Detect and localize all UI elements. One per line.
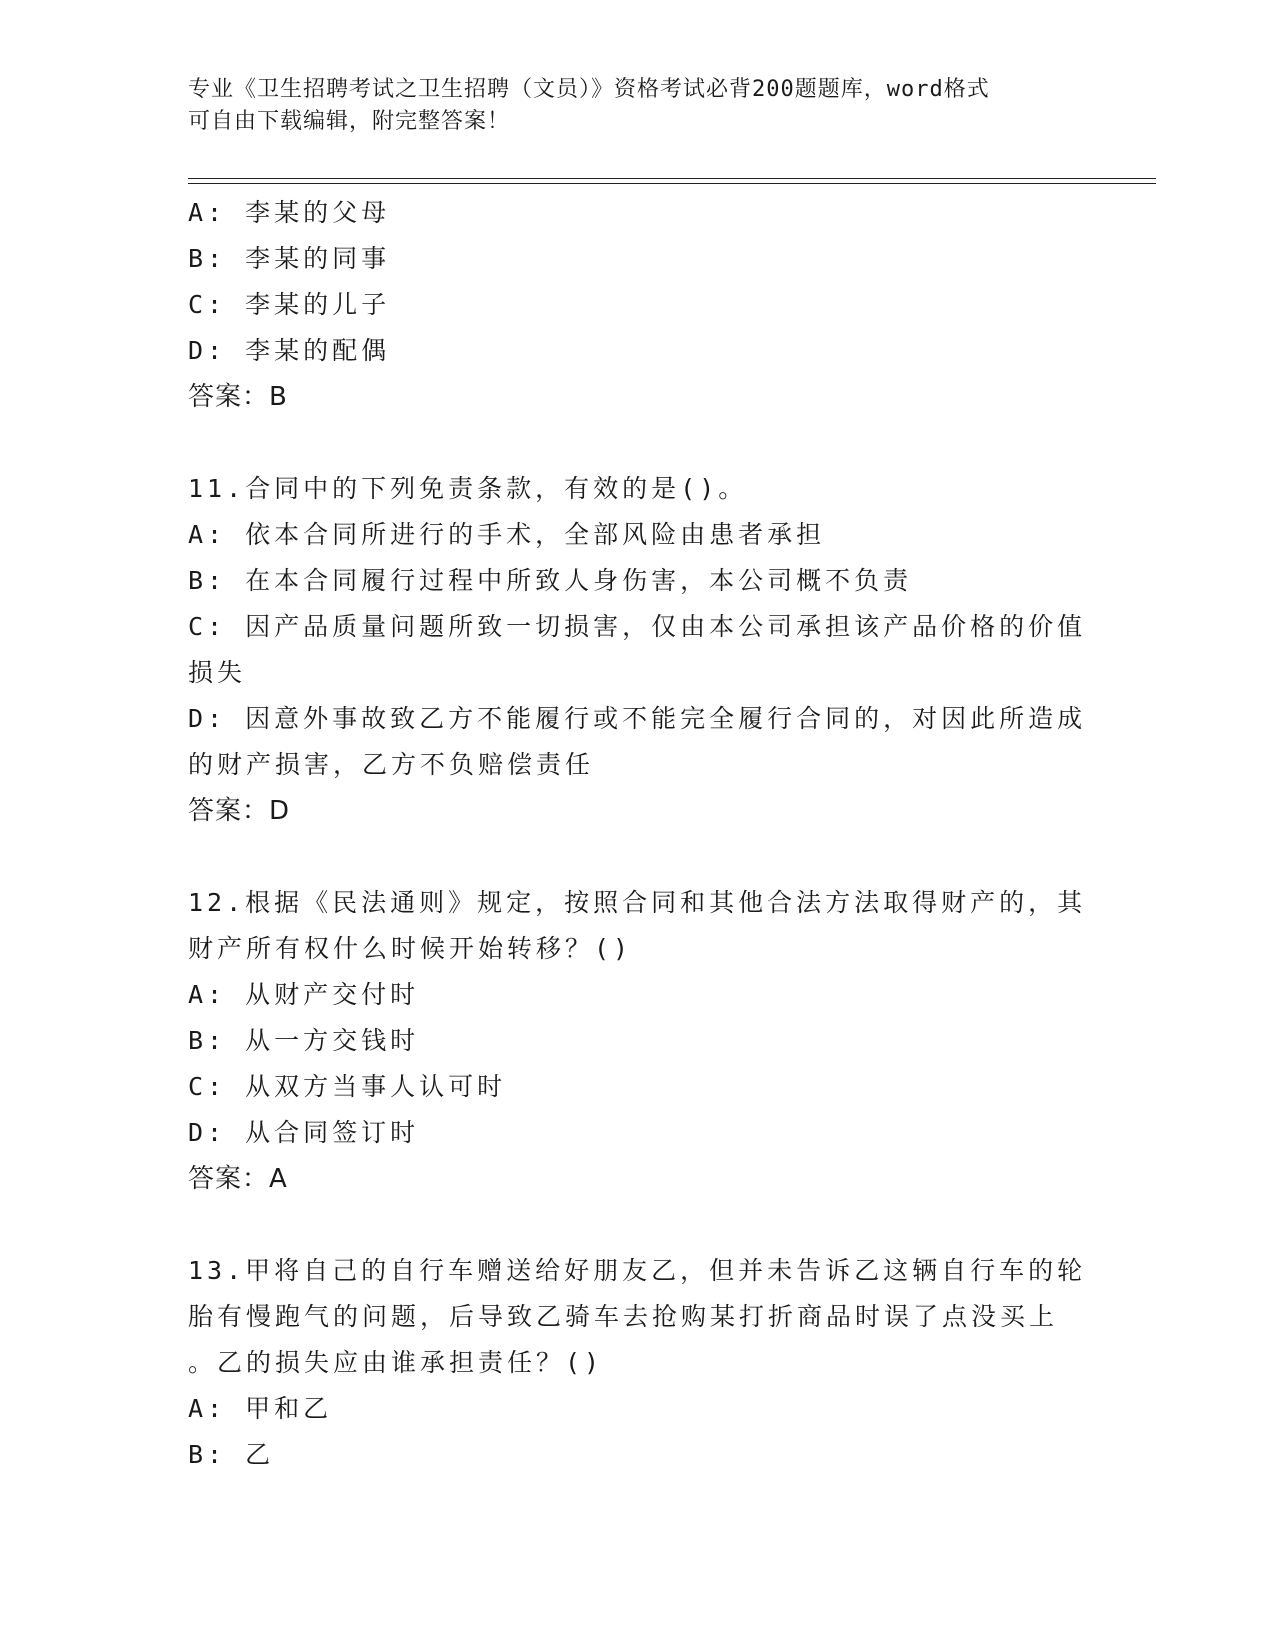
q10-option-c: C: 李某的儿子 [188, 290, 391, 319]
q11-option-c-line-1: C: 因产品质量问题所致一切损害，仅由本公司承担该产品价格的价值 [188, 612, 1087, 641]
header-title-line-2: 可自由下载编辑，附完整答案！ [188, 109, 511, 134]
spacer [188, 834, 1088, 880]
q12-option-c: C: 从双方当事人认可时 [188, 1072, 507, 1101]
spacer [188, 1202, 1088, 1248]
question-13-block [188, 1248, 1088, 1478]
header-title-line-1: 专业《卫生招聘考试之卫生招聘（文员）》资格考试必背200题题库，word格式 [188, 77, 990, 102]
q11-option-c-line-2: 损失 [188, 658, 247, 687]
q11-option-d-line-2: 的财产损害，乙方不负赔偿责任 [188, 750, 595, 779]
q13-option-b: B: 乙 [188, 1440, 275, 1469]
q12-option-b: B: 从一方交钱时 [188, 1026, 420, 1055]
q11-stem: 11.合同中的下列免责条款，有效的是()。 [188, 474, 748, 503]
q11-option-b: B: 在本合同履行过程中所致人身伤害，本公司概不负责 [188, 566, 913, 595]
question-10-block [188, 190, 1088, 420]
q10-option-a: A: 李某的父母 [188, 198, 391, 227]
header-divider-top [188, 178, 1156, 179]
q11-answer: 答案：D [188, 796, 291, 826]
q11-option-d-line-1: D: 因意外事故致乙方不能履行或不能完全履行合同的，对因此所造成 [188, 704, 1087, 733]
header-divider-bottom [188, 183, 1156, 184]
question-list [188, 190, 1088, 1478]
q12-answer: 答案：A [188, 1164, 288, 1194]
q10-option-b: B: 李某的同事 [188, 244, 391, 273]
q12-option-a: A: 从财产交付时 [188, 980, 420, 1009]
q13-stem-line-3: 。乙的损失应由谁承担责任？() [188, 1348, 604, 1377]
q10-option-d: D: 李某的配偶 [188, 336, 391, 365]
q12-option-d: D: 从合同签订时 [188, 1118, 420, 1147]
q10-answer: 答案：B [188, 382, 288, 412]
q11-option-a: A: 依本合同所进行的手术，全部风险由患者承担 [188, 520, 826, 549]
q12-stem-line-2: 财产所有权什么时候开始转移？() [188, 934, 633, 963]
question-11-block [188, 466, 1088, 834]
q13-stem-line-2: 胎有慢跑气的问题，后导致乙骑车去抢购某打折商品时误了点没买上 [188, 1302, 1059, 1331]
document-header [188, 74, 1068, 138]
q13-option-a: A: 甲和乙 [188, 1394, 333, 1423]
question-12-block [188, 880, 1088, 1202]
q13-stem-line-1: 13.甲将自己的自行车赠送给好朋友乙，但并未告诉乙这辆自行车的轮 [188, 1256, 1087, 1285]
spacer [188, 420, 1088, 466]
q12-stem-line-1: 12.根据《民法通则》规定，按照合同和其他合法方法取得财产的，其 [188, 888, 1087, 917]
